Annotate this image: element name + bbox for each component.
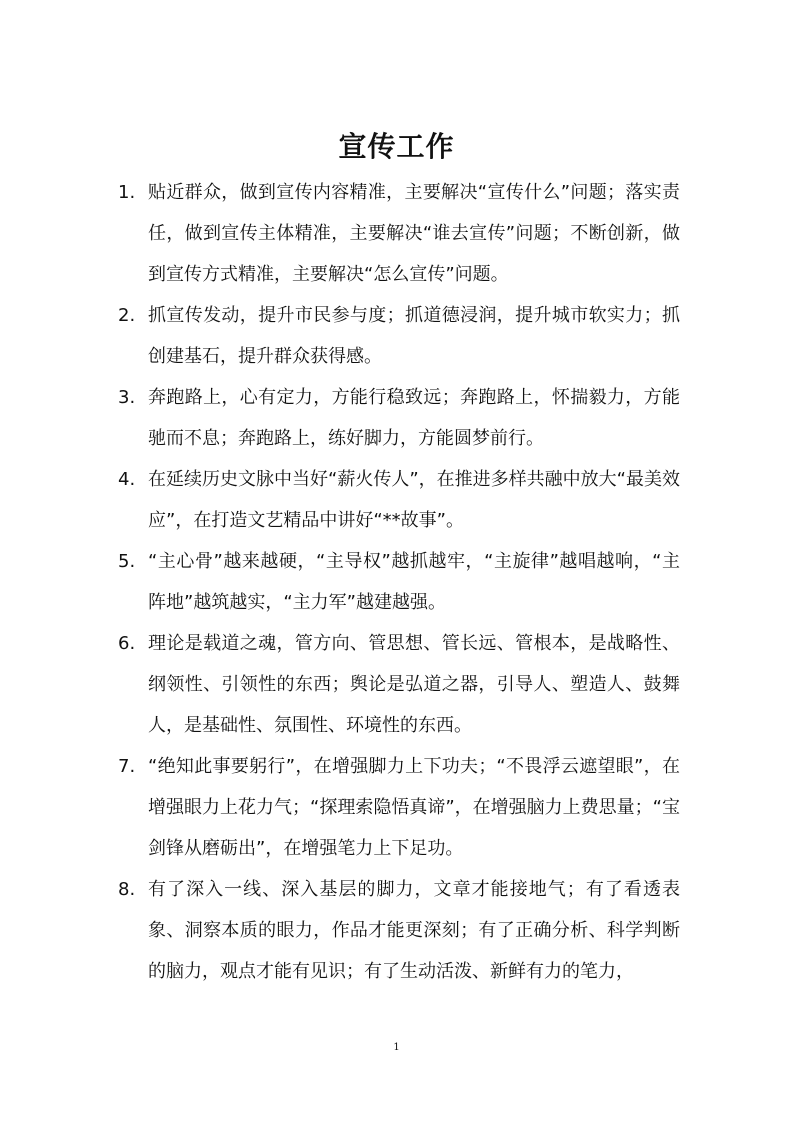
item-number: 1. bbox=[118, 182, 136, 203]
list-item bbox=[118, 869, 680, 992]
item-number: 7. bbox=[118, 756, 136, 777]
item-text: 抓宣传发动，提升市民参与度；抓道德浸润，提升城市软实力；抓创建基石，提升群众获得感。 bbox=[148, 305, 680, 367]
item-text: 奔跑路上，心有定力，方能行稳致远；奔跑路上，怀揣毅力，方能驰而不息；奔跑路上，练好脚力，方能圆梦前行。 bbox=[148, 387, 680, 449]
item-number: 8. bbox=[118, 879, 136, 900]
item-text: 有了深入一线、深入基层的脚力，文章才能接地气；有了看透表象、洞察本质的眼力，作品才能更深刻；有了正确分析、科学判断的脑力，观点才能有见识；有了生动活泼、新鲜有力的笔力， bbox=[148, 879, 680, 982]
list-item bbox=[118, 172, 680, 295]
item-text: “主心骨”越来越硬，“主导权”越抓越牢，“主旋律”越唱越响，“主阵地”越筑越实，“主力军”越建越强。 bbox=[148, 551, 680, 613]
item-text: 在延续历史文脉中当好“薪火传人”，在推进多样共融中放大“最美效应”，在打造文艺精品中讲好“**故事”。 bbox=[148, 469, 680, 531]
list-item bbox=[118, 459, 680, 541]
list-item bbox=[118, 541, 680, 623]
item-list bbox=[118, 172, 680, 992]
item-text: 贴近群众，做到宣传内容精准，主要解决“宣传什么”问题；落实责任，做到宣传主体精准，主要解决“谁去宣传”问题；不断创新，做到宣传方式精准，主要解决“怎么宣传”问题。 bbox=[148, 182, 680, 285]
item-text: 理论是载道之魂，管方向、管思想、管长远、管根本，是战略性、纲领性、引领性的东西；舆论是弘道之器，引导人、塑造人、鼓舞人，是基础性、氛围性、环境性的东西。 bbox=[148, 633, 680, 736]
item-number: 2. bbox=[118, 305, 136, 326]
item-number: 5. bbox=[118, 551, 136, 572]
list-item bbox=[118, 295, 680, 377]
list-item bbox=[118, 623, 680, 746]
item-number: 6. bbox=[118, 633, 136, 654]
item-text: “绝知此事要躬行”，在增强脚力上下功夫；“不畏浮云遮望眼”，在增强眼力上花力气；“探理索隐悟真谛”，在增强脑力上费思量；“宝剑锋从磨砺出”，在增强笔力上下足功。 bbox=[148, 756, 680, 859]
list-item bbox=[118, 377, 680, 459]
list-item bbox=[118, 746, 680, 869]
page-number: 1 bbox=[393, 1042, 400, 1053]
item-number: 4. bbox=[118, 469, 136, 490]
page-title: 宣传工作 bbox=[338, 129, 455, 163]
item-number: 3. bbox=[118, 387, 136, 408]
